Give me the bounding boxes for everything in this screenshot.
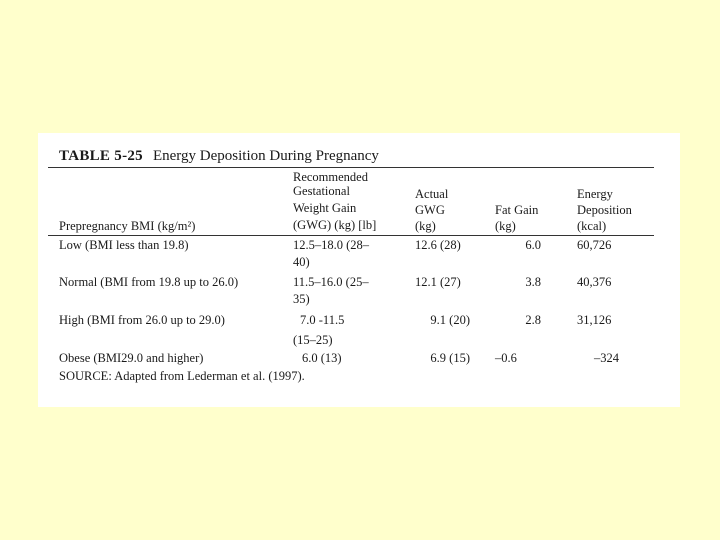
row-normal-fat: 3.8 bbox=[525, 275, 541, 289]
table-title-text: Energy Deposition During Pregnancy bbox=[152, 148, 379, 164]
header-recommended-3: Weight Gain bbox=[293, 201, 357, 215]
row-obese-fat: –0.6 bbox=[495, 351, 517, 365]
row-high-fat: 2.8 bbox=[525, 313, 541, 327]
row-high-category: High (BMI from 26.0 up to 29.0) bbox=[59, 313, 225, 327]
header-fat-2: (kg) bbox=[495, 219, 516, 233]
header-energy-2: Deposition bbox=[577, 203, 632, 217]
row-low-recommended-2: 40) bbox=[293, 255, 310, 269]
row-high-energy: 31,126 bbox=[577, 313, 612, 327]
row-obese-category: Obese (BMI29.0 and higher) bbox=[59, 351, 204, 365]
row-normal-energy: 40,376 bbox=[577, 275, 612, 289]
row-obese-energy: –324 bbox=[594, 351, 619, 365]
header-actual-3: (kg) bbox=[415, 219, 436, 233]
header-actual-2: GWG bbox=[415, 203, 445, 217]
table-label: TABLE 5-25 bbox=[59, 148, 143, 164]
header-bmi: Prepregnancy BMI (kg/m²) bbox=[59, 219, 196, 233]
header-recommended-1: Recommended bbox=[293, 170, 368, 184]
row-low-category: Low (BMI less than 19.8) bbox=[59, 238, 189, 252]
header-recommended-2: Gestational bbox=[293, 184, 350, 198]
table-title bbox=[59, 148, 379, 165]
row-normal-category: Normal (BMI from 19.8 up to 26.0) bbox=[59, 275, 239, 289]
header-rule bbox=[48, 235, 654, 236]
row-high-recommended-2: (15–25) bbox=[293, 333, 333, 347]
row-low-fat: 6.0 bbox=[525, 238, 541, 252]
row-obese-recommended-1: 6.0 (13) bbox=[302, 351, 342, 365]
row-normal-recommended-1: 11.5–16.0 (25– bbox=[293, 275, 369, 289]
header-recommended-4: (GWG) (kg) [lb] bbox=[293, 218, 377, 232]
header-actual-1: Actual bbox=[415, 187, 449, 201]
header-energy-3: (kcal) bbox=[577, 219, 607, 233]
row-low-recommended-1: 12.5–18.0 (28– bbox=[293, 238, 370, 252]
row-high-recommended-1: 7.0 -11.5 bbox=[300, 313, 345, 327]
row-low-actual: 12.6 (28) bbox=[415, 238, 461, 252]
row-normal-recommended-2: 35) bbox=[293, 292, 310, 306]
top-rule bbox=[48, 167, 654, 168]
table-source: SOURCE: Adapted from Lederman et al. (1997). bbox=[59, 369, 305, 383]
table-panel bbox=[38, 133, 680, 407]
header-fat-1: Fat Gain bbox=[495, 203, 539, 217]
row-low-energy: 60,726 bbox=[577, 238, 612, 252]
row-obese-actual: 6.9 (15) bbox=[430, 351, 470, 365]
header-energy-1: Energy bbox=[577, 187, 613, 201]
row-normal-actual: 12.1 (27) bbox=[415, 275, 461, 289]
row-high-actual: 9.1 (20) bbox=[430, 313, 470, 327]
